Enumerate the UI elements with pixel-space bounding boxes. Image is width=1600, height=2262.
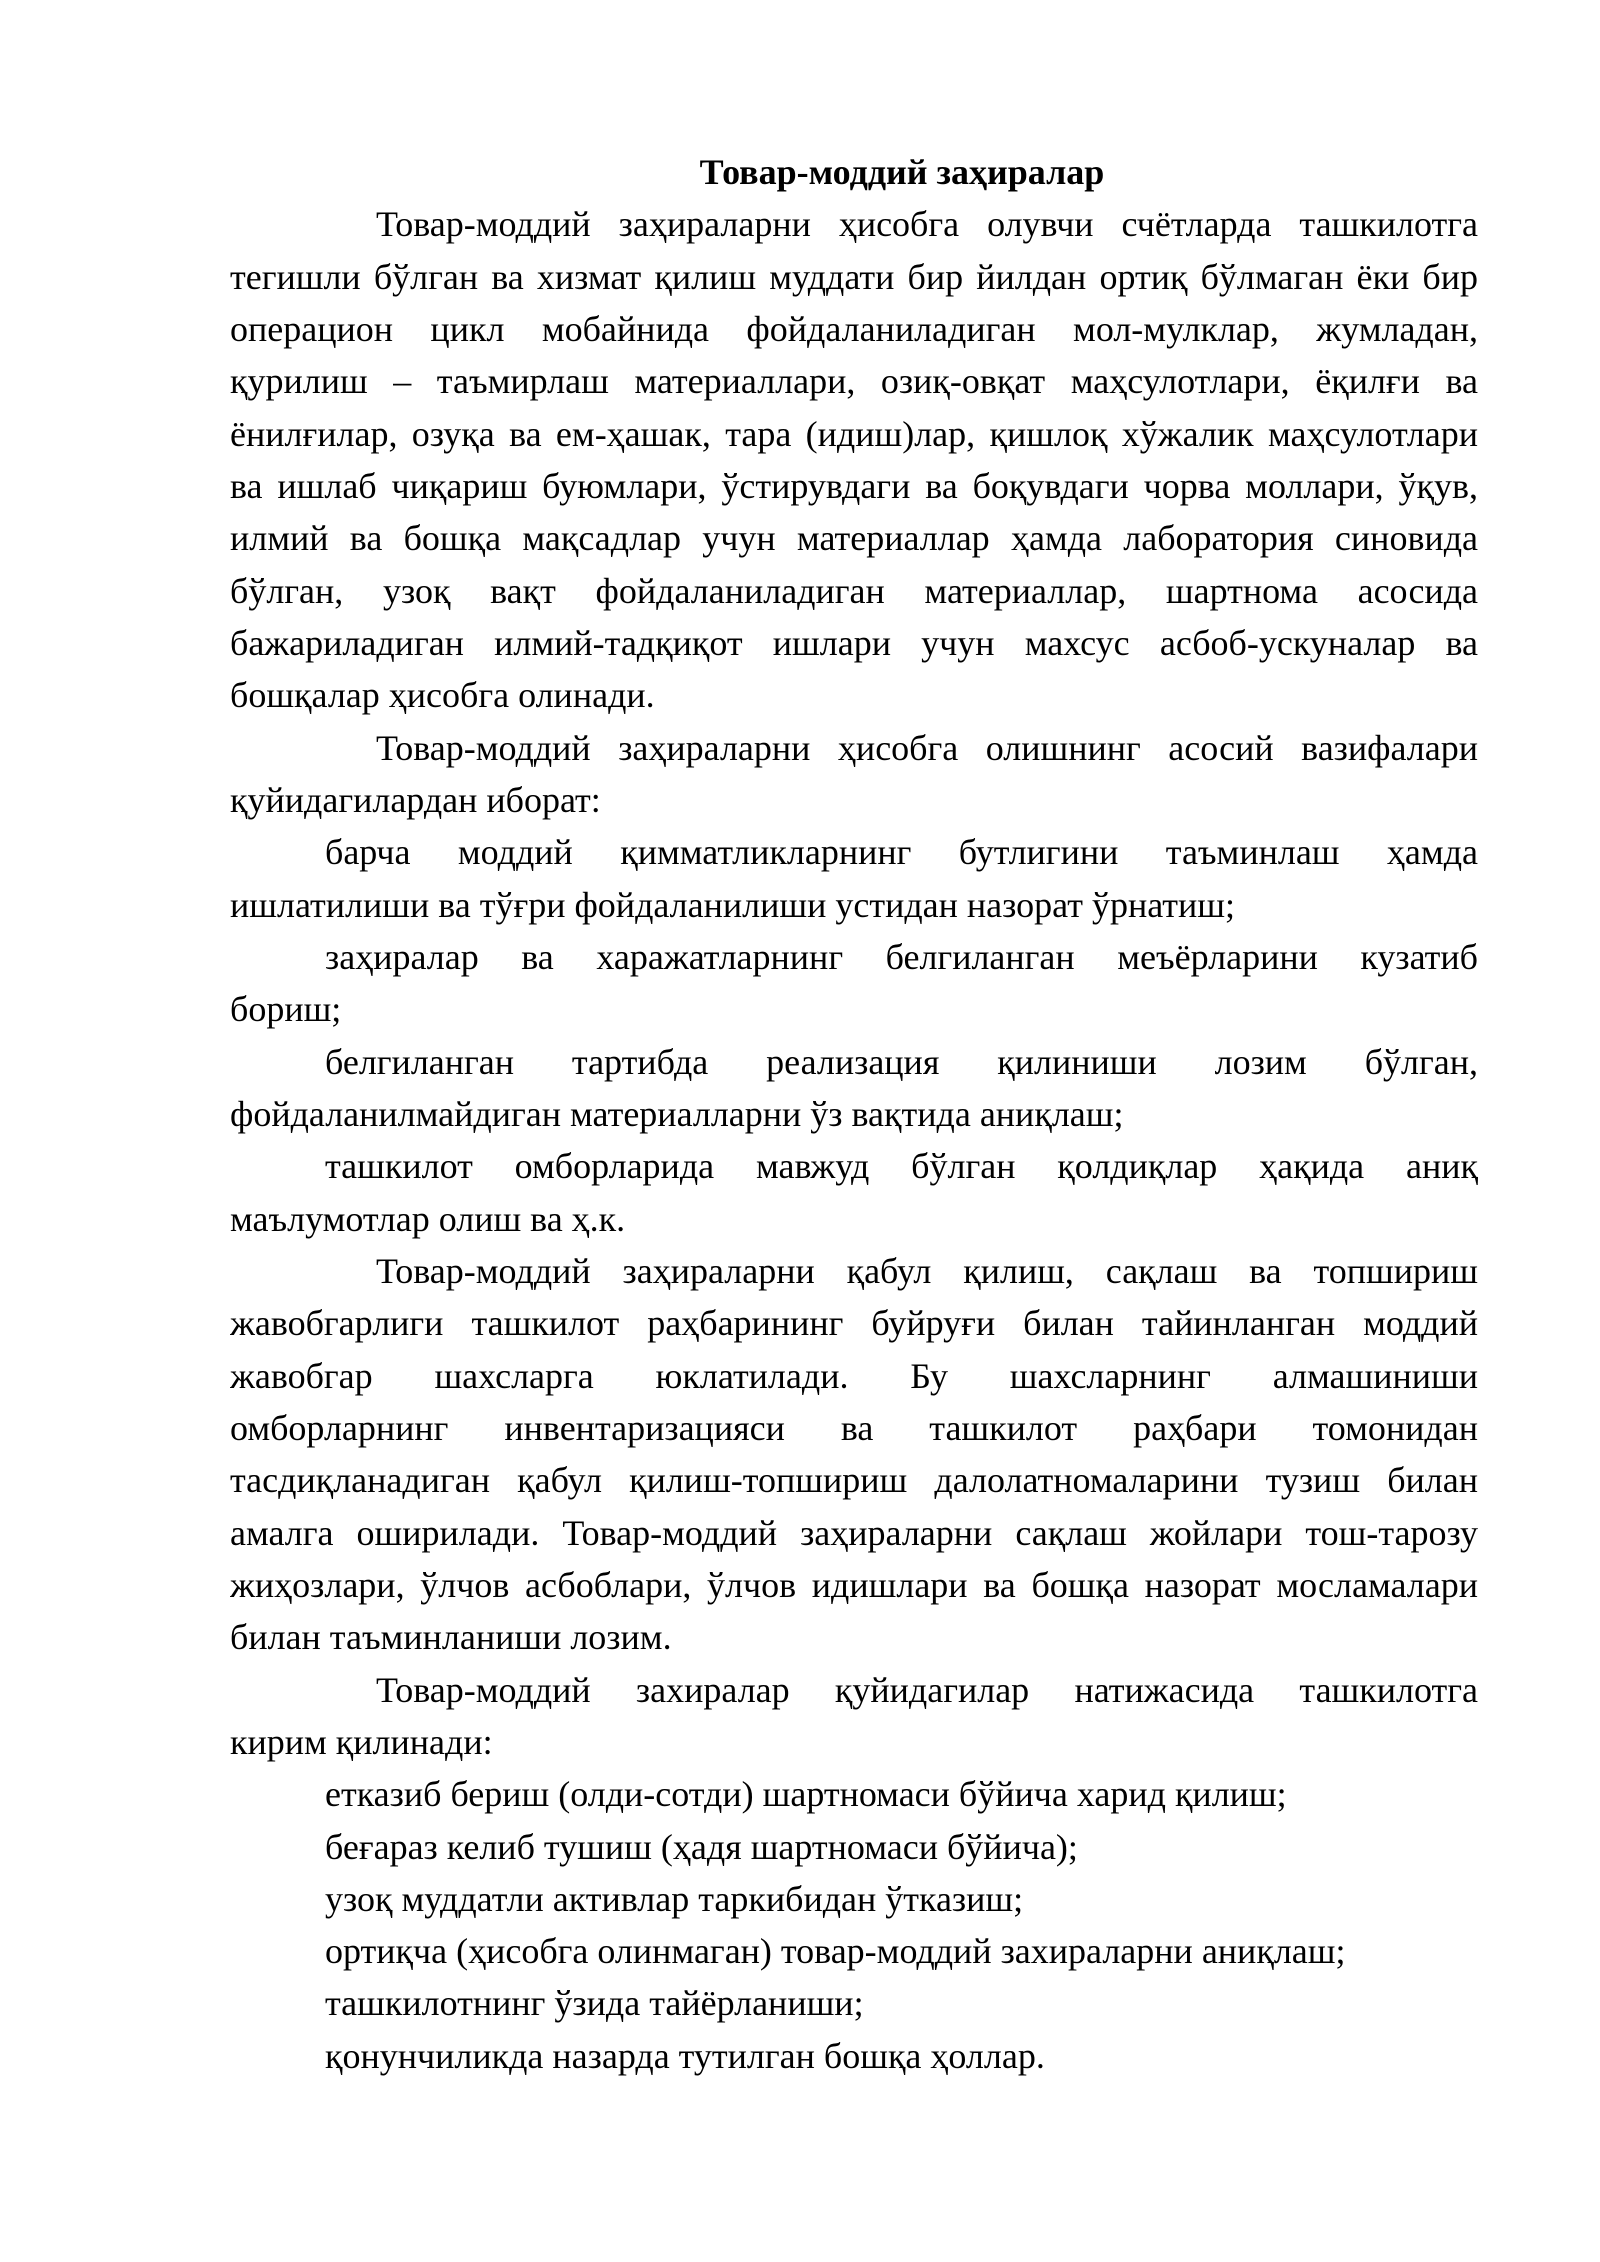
text-line: ишлатилиши ва тўғри фойдаланилиши устидан назорат ўрнатиш; xyxy=(230,884,1235,925)
text-line: кирим қилинади: xyxy=(230,1721,493,1762)
text-line: илмий ва бошқа мақсадлар учун материаллар ҳамда лаборатория синовида xyxy=(230,518,1478,559)
text-line: бошқалар ҳисобга олинади. xyxy=(230,675,655,716)
text-line: жиҳозлари, ўлчов асбоблари, ўлчов идишлари ва бошқа назорат мосламалари xyxy=(230,1564,1478,1605)
text-line: Товар-моддий заҳираларни ҳисобга олишнинг асосий вазифалари xyxy=(376,727,1478,768)
text-line: заҳиралар ва харажатларнинг белгиланган меъёрларини кузатиб xyxy=(325,936,1478,977)
text-line: барча моддий қимматликларнинг бутлигини таъминлаш ҳамда xyxy=(325,832,1478,873)
document-title: Товар-моддий заҳиралар xyxy=(699,152,1105,192)
text-line: операцион цикл мобайнида фойдаланиладиган мол-мулклар, жумладан, xyxy=(230,308,1478,349)
text-line: ва ишлаб чиқариш буюмлари, ўстирувдаги ва боқувдаги чорва моллари, ўқув, xyxy=(230,465,1478,506)
text-line: тасдиқланадиган қабул қилиш-топшириш далолатномаларини тузиш билан xyxy=(230,1460,1478,1501)
text-line: бўлган, узоқ вақт фойдаланиладиган материаллар, шартнома асосида xyxy=(230,570,1478,611)
document-text-block xyxy=(230,146,1478,2082)
text-line: жавобгар шахсларга юклатилади. Бу шахсларнинг алмашиниши xyxy=(230,1355,1478,1396)
text-line: маълумотлар олиш ва ҳ.к. xyxy=(230,1198,626,1239)
text-line: қурилиш – таъмирлаш материаллари, озиқ-овқат маҳсулотлари, ёқилғи ва xyxy=(230,361,1478,402)
text-line: ёнилғилар, озуқа ва ем-ҳашак, тара (идиш)лар, қишлоқ хўжалик маҳсулотлари xyxy=(230,413,1478,454)
text-line: ташкилот омборларида мавжуд бўлган қолдиқлар ҳақида аниқ xyxy=(325,1146,1478,1187)
text-line: омборларнинг инвентаризацияси ва ташкилот раҳбари томонидан xyxy=(230,1407,1478,1448)
text-line: ортиқча (ҳисобга олинмаган) товар-моддий захираларни аниқлаш; xyxy=(325,1931,1346,1972)
text-line: қуйидагилардан иборат: xyxy=(230,779,601,820)
text-line: бажариладиган илмий-тадқиқот ишлари учун махсус асбоб-ускуналар ва xyxy=(230,622,1478,663)
text-line: Товар-моддий заҳираларни қабул қилиш, сақлаш ва топшириш xyxy=(376,1250,1478,1291)
text-line: Товар-моддий захиралар қуйидагилар натижасида ташкилотга xyxy=(376,1669,1478,1710)
text-line: Товар-моддий заҳираларни ҳисобга олувчи счётларда ташкилотга xyxy=(376,204,1478,245)
text-line: белгиланган тартибда реализация қилиниши лозим бўлган, xyxy=(325,1041,1478,1082)
text-line: беғараз келиб тушиш (ҳадя шартномаси бўйича); xyxy=(325,1826,1078,1867)
text-line: ташкилотнинг ўзида тайёрланиши; xyxy=(325,1983,864,2024)
text-line: қонунчиликда назарда тутилган бошқа ҳоллар. xyxy=(325,2035,1045,2076)
text-line: жавобгарлиги ташкилот раҳбарининг буйруғи билан тайинланган моддий xyxy=(230,1303,1478,1344)
text-line: амалга оширилади. Товар-моддий заҳираларни сақлаш жойлари тош-тарозу xyxy=(230,1512,1478,1553)
text-line: бориш; xyxy=(230,989,342,1030)
text-line: узоқ муддатли активлар таркибидан ўтказиш; xyxy=(325,1878,1024,1919)
text-line: етказиб бериш (олди-сотди) шартномаси бўйича харид қилиш; xyxy=(325,1774,1287,1815)
text-line: билан таъминланиши лозим. xyxy=(230,1617,672,1658)
document-body xyxy=(230,198,1478,2082)
text-line: тегишли бўлган ва хизмат қилиш муддати бир йилдан ортиқ бўлмаган ёки бир xyxy=(230,256,1478,297)
text-line: фойдаланилмайдиган материалларни ўз вақтида аниқлаш; xyxy=(230,1093,1124,1134)
